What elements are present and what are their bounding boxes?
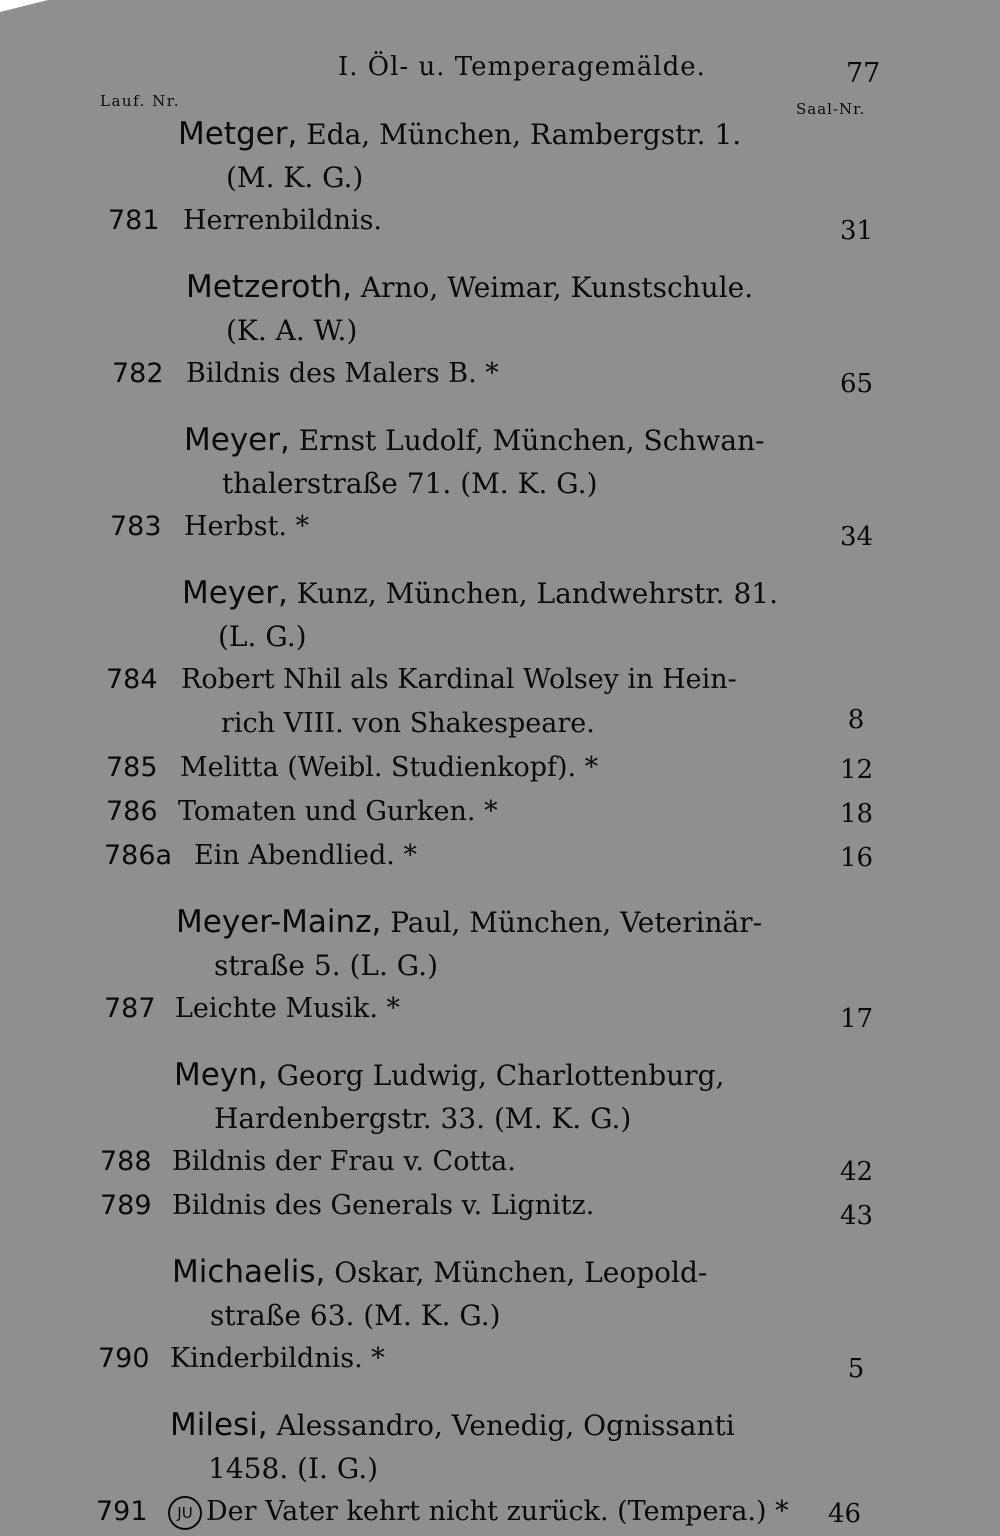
artist-entry (0, 1250, 1000, 1384)
work-title: Bildnis der Frau v. Cotta. (172, 1146, 516, 1177)
saal-number: 46 (828, 1499, 862, 1529)
artist-heading (184, 418, 834, 463)
artist-name: Milesi, (170, 1407, 268, 1443)
column-label-saal-nr: Saal-Nr. (796, 100, 866, 118)
work-row (0, 1337, 1000, 1384)
artist-address-cont: Hardenbergstr. 33. (M. K. G.) (214, 1102, 632, 1135)
artist-address-cont: straße 5. (L. G.) (214, 949, 438, 982)
column-label-lauf-nr: Lauf. Nr. (100, 92, 181, 110)
work-number: 786 (106, 796, 158, 827)
work-title: Ein Abendlied. * (194, 840, 417, 871)
artist-address: Eda, München, Rambergstr. 1. (297, 118, 742, 151)
work-row (0, 987, 1000, 1034)
artist-address: Ernst Ludolf, München, Schwan- (289, 424, 765, 457)
saal-number: 5 (847, 1354, 865, 1384)
catalog-entries (0, 112, 1000, 1534)
artist-entry (0, 265, 1000, 399)
saal-number: 65 (840, 369, 874, 399)
work-title-cont: rich VIII. von Shakespeare. (221, 708, 595, 739)
artist-address: Kunz, München, Landwehrstr. 81. (287, 577, 778, 610)
work-title: Leichte Musik. * (175, 993, 401, 1024)
artist-address: Alessandro, Venedig, Ognissanti (267, 1409, 735, 1442)
work-number: 789 (100, 1190, 152, 1221)
artist-name: Meyer, (184, 422, 290, 458)
work-title: Herbst. * (184, 511, 310, 542)
saal-number: 17 (840, 1004, 874, 1034)
artist-name: Meyn, (174, 1057, 268, 1093)
artist-address-cont: 1458. (I. G.) (208, 1452, 379, 1485)
scan-edge-mark (0, 0, 48, 12)
artist-heading (172, 1250, 822, 1295)
work-number: 786a (104, 840, 173, 871)
artist-heading (182, 571, 832, 616)
artist-address-cont: straße 63. (M. K. G.) (210, 1299, 501, 1332)
artist-address-cont: (M. K. G.) (226, 161, 364, 194)
artist-address: Oskar, München, Leopold- (325, 1256, 708, 1289)
artist-address-cont: (L. G.) (218, 620, 307, 653)
artist-name: Michaelis, (172, 1254, 326, 1290)
artist-entry (0, 571, 1000, 878)
work-row (0, 790, 1000, 834)
work-row (0, 352, 1000, 399)
work-row (0, 505, 1000, 552)
artist-name: Meyer-Mainz, (176, 904, 382, 940)
work-title: Bildnis des Generals v. Lignitz. (172, 1190, 595, 1221)
work-title: Tomaten und Gurken. * (178, 796, 498, 827)
work-title (181, 658, 821, 746)
work-title: Melitta (Weibl. Studienkopf). * (180, 752, 599, 783)
page-number: 77 (846, 58, 881, 89)
saal-number: 42 (840, 1157, 874, 1187)
artist-entry (0, 418, 1000, 552)
artist-address-cont: (K. A. W.) (226, 314, 358, 347)
work-title: Bildnis des Malers B. * (186, 358, 499, 389)
work-number: 790 (98, 1343, 150, 1374)
artist-heading (176, 900, 826, 945)
work-number: 785 (106, 752, 158, 783)
work-number: 791 (96, 1496, 148, 1527)
artist-address: Arno, Weimar, Kunstschule. (352, 271, 754, 304)
saal-number: 16 (840, 843, 874, 873)
artist-name: Metzeroth, (186, 269, 353, 305)
work-title-text: Der Vater kehrt nicht zurück. (Tempera.) * (206, 1496, 789, 1527)
saal-number: 31 (840, 216, 874, 246)
artist-name: Meyer, (182, 575, 288, 611)
work-title-line: Robert Nhil als Kardinal Wolsey in Hein- (181, 664, 737, 695)
saal-number: 34 (840, 522, 874, 552)
saal-number: 12 (840, 755, 874, 785)
artist-entry (0, 112, 1000, 246)
seal-badge-icon: JU (168, 1496, 202, 1530)
artist-heading (170, 1403, 820, 1448)
work-row (0, 834, 1000, 878)
artist-heading (186, 265, 836, 310)
artist-entry (0, 1053, 1000, 1231)
work-title: Kinderbildnis. * (170, 1343, 385, 1374)
running-header (0, 52, 1000, 118)
saal-number: 43 (840, 1201, 874, 1231)
work-number: 784 (106, 664, 158, 695)
work-row (0, 658, 1000, 746)
work-row (0, 199, 1000, 246)
work-number: 788 (100, 1146, 152, 1177)
work-row (0, 1184, 1000, 1231)
artist-entry (0, 900, 1000, 1034)
saal-number: 8 (847, 705, 865, 735)
work-number: 787 (104, 993, 156, 1024)
work-number: 781 (108, 205, 160, 236)
work-number: 783 (110, 511, 162, 542)
artist-entry (0, 1403, 1000, 1534)
work-row (0, 746, 1000, 790)
work-row (0, 1140, 1000, 1187)
artist-heading (178, 112, 828, 157)
work-title (168, 1490, 808, 1534)
artist-address: Paul, München, Veterinär- (381, 906, 763, 939)
work-row (0, 1490, 1000, 1534)
work-title: Herrenbildnis. (183, 205, 383, 236)
artist-address: Georg Ludwig, Charlottenburg, (267, 1059, 725, 1092)
artist-name: Metger, (178, 116, 298, 152)
work-number: 782 (112, 358, 164, 389)
saal-number: 18 (840, 799, 874, 829)
running-title: I. Öl- u. Temperagemälde. (338, 52, 706, 82)
artist-address-cont: thalerstraße 71. (M. K. G.) (222, 467, 598, 500)
artist-heading (174, 1053, 824, 1098)
